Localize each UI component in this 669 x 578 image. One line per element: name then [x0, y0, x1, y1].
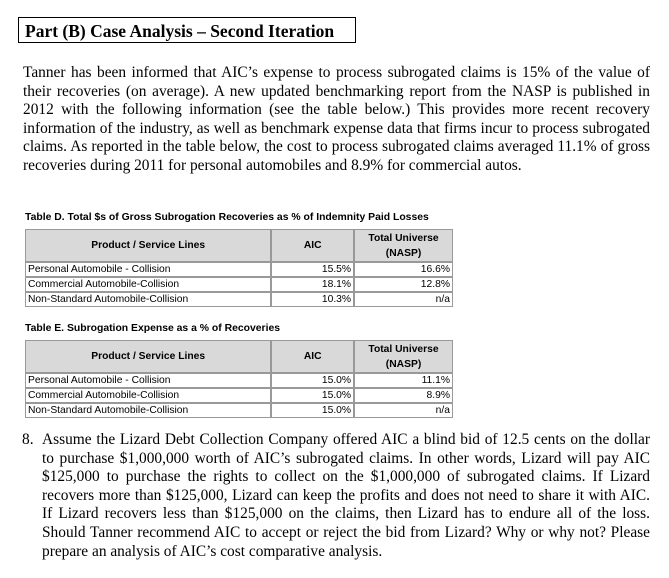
column-header: Product / Service Lines — [25, 229, 271, 262]
table-d — [25, 229, 453, 307]
cell: Commercial Automobile-Collision — [25, 388, 271, 403]
intro-paragraph: Tanner has been informed that AIC’s expense to process subrogated claims is 15% of the value of their recoveries (on average). A new updated benchmarking report from the NASP is published in 2012 with the following information (see the table below.) This provides more recent recovery information of the industry, as well as benchmark expense data that firms incur to process subrogated claims. As reported in the table below, the cost to process subrogated claims averaged 11.1% of gross recoveries during 2011 for personal automobiles and 8.9% for commercial autos. — [23, 64, 650, 174]
cell: 15.0% — [271, 403, 354, 418]
cell: Commercial Automobile-Collision — [25, 277, 271, 292]
table-row — [25, 277, 453, 292]
cell: 18.1% — [271, 277, 354, 292]
table-e — [25, 340, 453, 418]
table-row — [25, 388, 453, 403]
cell: n/a — [354, 292, 453, 307]
table-row — [25, 292, 453, 307]
table-header — [25, 229, 453, 262]
cell: Personal Automobile - Collision — [25, 373, 271, 388]
column-header: AIC — [271, 229, 354, 262]
table-e-caption: Table E. Subrogation Expense as a % of Recoveries — [25, 323, 281, 334]
column-header: Product / Service Lines — [25, 340, 271, 373]
table-row — [25, 373, 453, 388]
cell: 12.8% — [354, 277, 453, 292]
column-header: AIC — [271, 340, 354, 373]
cell: 15.0% — [271, 373, 354, 388]
cell: 16.6% — [354, 262, 453, 277]
column-header: Total Universe (NASP) — [354, 229, 453, 262]
cell: Non-Standard Automobile-Collision — [25, 292, 271, 307]
question-number: 8. — [22, 431, 34, 448]
cell: 11.1% — [354, 373, 453, 388]
cell: Non-Standard Automobile-Collision — [25, 403, 271, 418]
cell: 8.9% — [354, 388, 453, 403]
cell: 15.5% — [271, 262, 354, 277]
cell: 10.3% — [271, 292, 354, 307]
table-row — [25, 262, 453, 277]
question-text: Assume the Lizard Debt Collection Company offered AIC a blind bid of 12.5 cents on the dollar to purchase $1,000,000 worth of AIC’s subrogated claims. In other words, Lizard will pay AIC $125,000 to purchase the rights to collect on the $1,000,000 of subrogated claims. If Lizard recovers more than $125,000, Lizard can keep the profits and does not need to share it with AIC. If Lizard recovers less than $125,000 on the claims, then Lizard has to endure all of the loss. Should Tanner recommend AIC to accept or reject the bid from Lizard? Why or why not? Please prepare an analysis of AIC’s cost comparative analysis. — [42, 431, 650, 560]
question-8 — [22, 431, 650, 561]
cell: 15.0% — [271, 388, 354, 403]
table-d-caption: Table D. Total $s of Gross Subrogation Recoveries as % of Indemnity Paid Losses — [25, 212, 429, 223]
table-header — [25, 340, 453, 373]
section-title: Part (B) Case Analysis – Second Iteration — [18, 17, 356, 43]
table-row — [25, 403, 453, 418]
column-header: Total Universe (NASP) — [354, 340, 453, 373]
cell: n/a — [354, 403, 453, 418]
cell: Personal Automobile - Collision — [25, 262, 271, 277]
